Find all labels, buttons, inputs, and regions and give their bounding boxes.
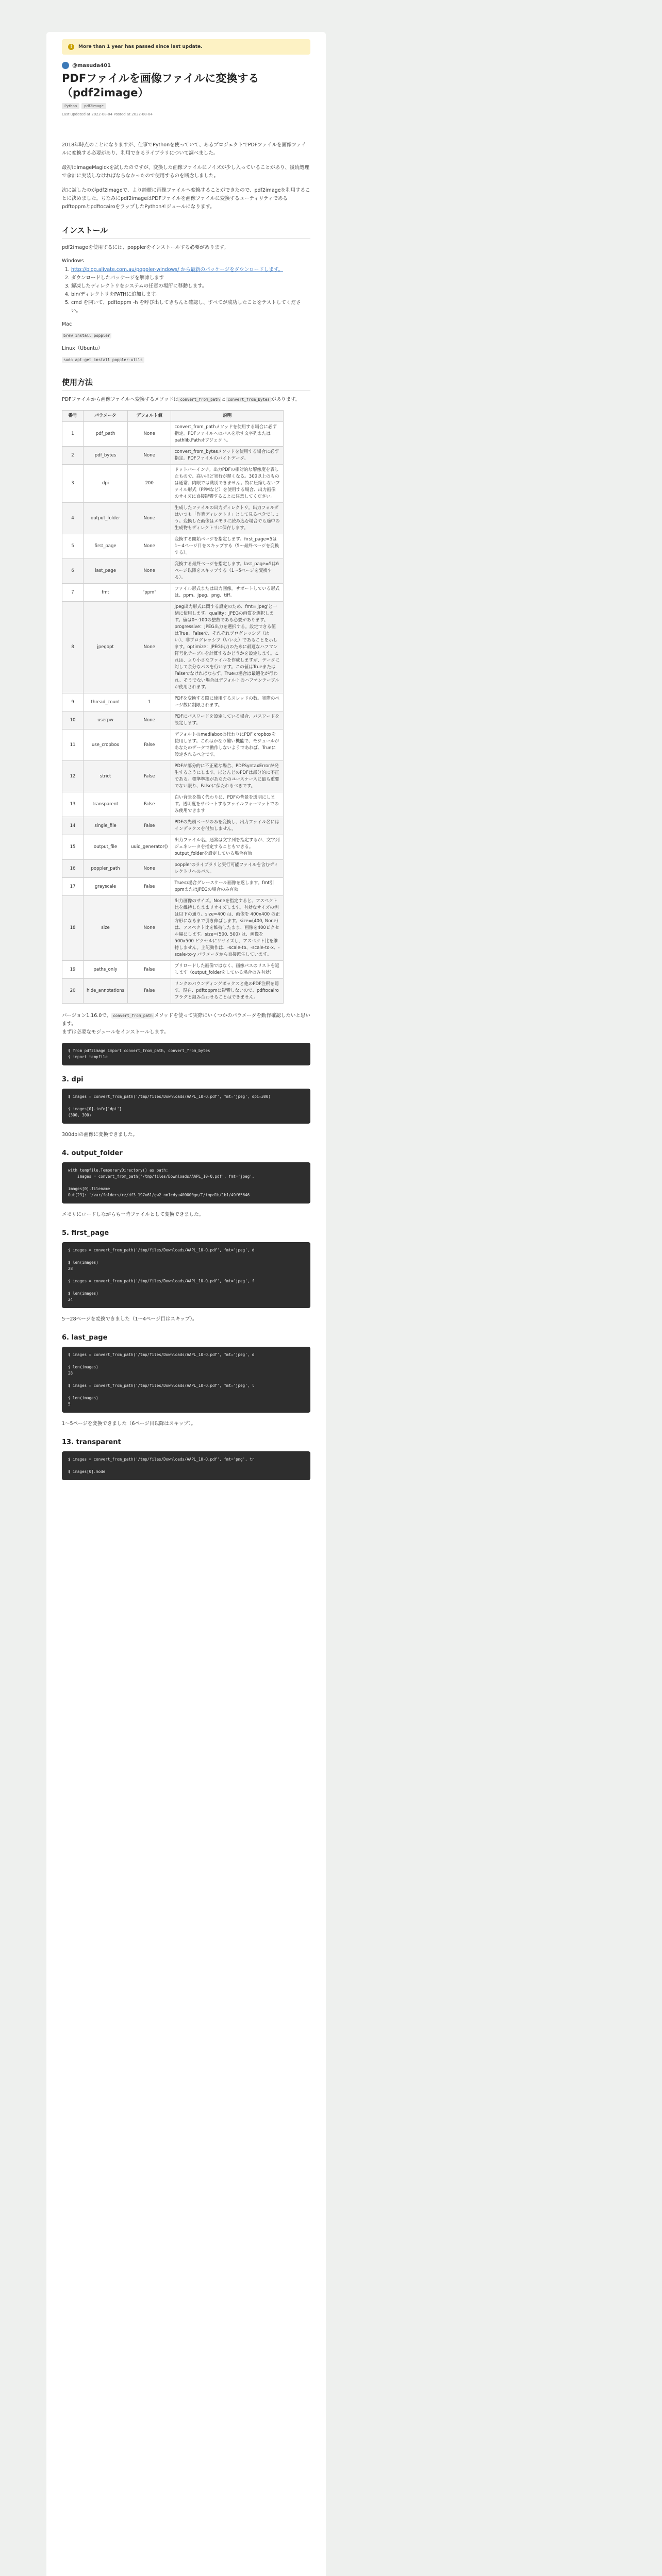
cell-number: 4 <box>62 503 84 534</box>
notice-text: More than 1 year has passed since last update. <box>78 44 203 49</box>
cell-default: False <box>128 761 171 792</box>
cell-number: 15 <box>62 835 84 860</box>
table-row <box>62 559 284 584</box>
cell-description: convert_from_pathメソッドを使用する場合に必ず指定。PDFファイルへのパスを示す文字列または pathlib.Pathオブジェクト。 <box>171 422 284 447</box>
col-default: デフォルト値 <box>128 411 171 422</box>
cell-default: 1 <box>128 693 171 711</box>
parameter-table <box>62 410 284 1004</box>
cell-default: "ppm" <box>128 584 171 602</box>
tag[interactable]: Python <box>62 103 79 109</box>
linux-command: sudo apt-get install poppler-utils <box>62 357 144 363</box>
cell-parameter: first_page <box>84 534 128 559</box>
method-convert-from-path: convert_from_path <box>111 1013 154 1019</box>
cell-number: 14 <box>62 817 84 835</box>
cell-default: None <box>128 559 171 584</box>
table-row <box>62 835 284 860</box>
table-row <box>62 792 284 817</box>
code-block-transparent[interactable]: $ images = convert_from_path('/tmp/files/Downloads/AAPL_10-Q.pdf', fmt='png', tr $ images[0].mode <box>62 1451 310 1480</box>
cell-default: False <box>128 730 171 761</box>
usage-text <box>62 396 310 404</box>
cell-number: 18 <box>62 896 84 961</box>
cell-number: 1 <box>62 422 84 447</box>
section-heading-first-page: 5. first_page <box>62 1229 109 1237</box>
cell-parameter: fmt <box>84 584 128 602</box>
cell-description: popplerのライブラリと実行可能ファイルを含むディレクトリへのパス。 <box>171 860 284 878</box>
intro-paragraph: 次に試したのがpdf2imageで、より綺麗に画像ファイルへ変換することができたので、pdf2imageを利用することに決めました。ちなみにpdf2imageはPDFファイルを画像ファイルに変換するユーティリティであるpdftoppmとpdftocairoをラップしたPythonモジュールになります。 <box>62 188 310 210</box>
output-folder-note: メモリにロードしながらも一時ファイルとして変換できました。 <box>62 1212 204 1217</box>
table-row <box>62 860 284 878</box>
cell-default: None <box>128 602 171 693</box>
section-heading-dpi: 3. dpi <box>62 1076 84 1083</box>
cell-parameter: last_page <box>84 559 128 584</box>
cell-number: 7 <box>62 584 84 602</box>
cell-number: 19 <box>62 961 84 979</box>
cell-parameter: pdf_path <box>84 422 128 447</box>
install-step: 3. 解凍したディレクトリをシステムの任意の場所に移動します。 <box>71 282 310 291</box>
table-row <box>62 602 284 693</box>
usage-after-text-a: バージョン1.16.0で、 <box>62 1013 112 1019</box>
cell-number: 16 <box>62 860 84 878</box>
cell-parameter: dpi <box>84 465 128 503</box>
cell-default: 200 <box>128 465 171 503</box>
cell-parameter: jpegopt <box>84 602 128 693</box>
section-heading-install: インストール <box>62 225 310 239</box>
method-convert-from-path: convert_from_path <box>178 397 221 402</box>
cell-number: 2 <box>62 447 84 465</box>
author-name[interactable]: @masuda401 <box>72 62 111 69</box>
install-step: 2. ダウンロードしたパッケージを解凍します <box>71 274 310 282</box>
table-row <box>62 817 284 835</box>
install-step <box>71 266 310 274</box>
code-block-import[interactable]: $ from pdf2image import convert_from_path, convert_from_bytes $ import tempfile <box>62 1043 310 1065</box>
table-row <box>62 584 284 602</box>
cell-description: 変換する最終ページを指定します。last_page=5は6ページ以降をスキップする（1〜5ページを変換する）。 <box>171 559 284 584</box>
cell-default: None <box>128 711 171 730</box>
table-row <box>62 465 284 503</box>
post-dates: Last updated at 2022-08-04 Posted at 2022-08-04 <box>62 112 153 116</box>
install-step: 4. bin/ディレクトリをPATHに追加します。 <box>71 291 310 299</box>
table-row <box>62 761 284 792</box>
cell-parameter: hide_annotations <box>84 979 128 1004</box>
col-description: 説明 <box>171 411 284 422</box>
author[interactable] <box>62 62 310 69</box>
cell-number: 17 <box>62 878 84 896</box>
usage-after-paragraph <box>62 1012 310 1037</box>
cell-description: ファイル形式または出力画像。サポートしている形式は、ppm、jpeg、png、tiff。 <box>171 584 284 602</box>
cell-description: PDFにパスワードを設定している場合、パスワードを設定します。 <box>171 711 284 730</box>
cell-number: 9 <box>62 693 84 711</box>
code-block-dpi[interactable]: $ images = convert_from_path('/tmp/files/Downloads/AAPL_10-Q.pdf', fmt='jpeg', dpi=300) $ images[0].info['dpi'] (300, 300) <box>62 1089 310 1124</box>
mac-command: brew install poppler <box>62 333 111 338</box>
col-parameter: パラメータ <box>84 411 128 422</box>
cell-description: convert_from_bytesメソッドを使用する場合に必ず指定。PDFファイルのバイトデータ。 <box>171 447 284 465</box>
cell-number: 12 <box>62 761 84 792</box>
os-linux: Linux（Ubuntu） <box>62 346 103 351</box>
os-windows: Windows <box>62 258 84 264</box>
table-row <box>62 447 284 465</box>
cell-parameter: poppler_path <box>84 860 128 878</box>
section-heading-output-folder: 4. output_folder <box>62 1149 123 1157</box>
cell-description: PDFの先頭ページのみを変換し、出力ファイル名にはインデックスを付加しません。 <box>171 817 284 835</box>
install-steps <box>62 266 310 315</box>
table-body <box>62 422 284 1004</box>
cell-default: uuid_generator() <box>128 835 171 860</box>
intro-paragraph: 2018年時点のことになりますが、仕事でPythonを使っていて、あるプロジェクトでPDFファイルを画像ファイルに変換する必要があり、利用できるライブラリについて調べました。 <box>62 142 306 156</box>
cell-description: PDFを変換する際に使用するスレッドの数。実際のページ数に制限されます。 <box>171 693 284 711</box>
install-step: 5. cmd を開いて、pdftoppm -h を呼び出してきちんと確認し、すべてが成功したことをテストしてください。 <box>71 299 310 315</box>
table-row <box>62 534 284 559</box>
cell-parameter: pdf_bytes <box>84 447 128 465</box>
cell-number: 5 <box>62 534 84 559</box>
cell-description: PDFが部分的に不正確な場合、PDFSyntaxErrorが発生するようにします。ほとんどのPDFは部分的に不正である。標準準拠があなたのユースケースに最も重要でない限り、Falseに保たれるべきです。 <box>171 761 284 792</box>
poppler-download-link[interactable]: http://blog.alivate.com.au/poppler-windows/ から最新のパッケージをダウンロードします。 <box>71 267 283 273</box>
usage-text-a: PDFファイルから画像ファイルへ変換するメソッドは <box>62 397 179 402</box>
cell-parameter: thread_count <box>84 693 128 711</box>
cell-number: 8 <box>62 602 84 693</box>
os-mac: Mac <box>62 321 72 327</box>
method-convert-from-bytes: convert_from_bytes <box>226 397 271 402</box>
cell-number: 11 <box>62 730 84 761</box>
first-page-note: 5〜28ページを変換できました（1〜4ページ目はスキップ）。 <box>62 1316 197 1322</box>
cell-parameter: grayscale <box>84 878 128 896</box>
cell-description: ドットパーインチ。出力PDFの相対的な解像度を表したもので、高いほど実行が遅くなる。300以上のものは通常、肉眼では識別できません。特に圧縮しないファイル形式（PPMなど）を使用する場合、出力画像のサイズに直接影響することに注意してください。 <box>171 465 284 503</box>
section-heading-last-page: 6. last_page <box>62 1334 108 1342</box>
col-number: 番号 <box>62 411 84 422</box>
article-title: PDFファイルを画像ファイルに変換する（pdf2image） <box>62 72 259 99</box>
cell-default: False <box>128 792 171 817</box>
cell-default: None <box>128 447 171 465</box>
cell-default: None <box>128 503 171 534</box>
tag[interactable]: pdf2image <box>81 103 106 109</box>
intro-paragraph: 最初はImageMagickを試したのですが、変換した画像ファイルにノイズが少し入っていることがあり、後続処理で余計に実装しなければならなかったので使用するのを断念しました。 <box>62 165 310 179</box>
usage-after-text-2: まずは必要なモジュールをインストールします。 <box>62 1029 169 1035</box>
section-heading-usage: 使用方法 <box>62 377 310 391</box>
cell-description: Trueの場合グレースケール画像を返します。fmt引ppmまたはJPEGの場合のみ有効 <box>171 878 284 896</box>
cell-description: ブリロードした画像ではなく、画像パスのリストを返します（output_folderをしている場合のみ有効） <box>171 961 284 979</box>
cell-description: 出力ファイル名。通常は文字列を指定するが、文字列ジェネレータを指定することもできる。output_folderを設定している場合有効 <box>171 835 284 860</box>
cell-default: None <box>128 860 171 878</box>
cell-parameter: use_cropbox <box>84 730 128 761</box>
cell-description: デフォルトのmediaboxの代わりにPDF cropboxを使用します。これはかなり難い機能で、モジュールがあなたのデータで動作しないようであれば、Trueに設定されるべきです。 <box>171 730 284 761</box>
cell-description: 出力画像のサイズ。Noneを指定すると、アスペクト比を維持したままリサイズします。有効なサイズの例は以下の通り。size=400 は、画像を 400x400 の正方形になるまで引き伸ばします。size=(400, None) は、アスペクト比を維持したまま、画像を400ピクセル幅にします。size=(500, 500) は、画像を500x500 ピクセルにリサイズし、アスペクト比を維持しません。上記動作は、-scale-to、-scale-to-x、-scale-to-y パラメータから直接派生しています。 <box>171 896 284 961</box>
usage-after-text-b: メソッドを使って実際にいくつかのパラメータを動作確認したいと思います。 <box>62 1013 310 1027</box>
cell-description: 生成したファイルの出力ディレクトリ。出力フォルダはいつも「作業ディレクトリ」として見るべきでしょう。変換した画像はメモリに読み込む場合でも途中の生成物もディレクトリに保存します。 <box>171 503 284 534</box>
cell-description: 変換する開始ページを指定します。first_page=5は1〜4ページ目をスキップする（5〜最終ページを変換する）。 <box>171 534 284 559</box>
table-row <box>62 503 284 534</box>
cell-parameter: output_folder <box>84 503 128 534</box>
cell-default: False <box>128 961 171 979</box>
cell-number: 10 <box>62 711 84 730</box>
cell-default: False <box>128 979 171 1004</box>
cell-number: 6 <box>62 559 84 584</box>
tag-list <box>62 103 310 109</box>
install-text: pdf2imageを使用するには、popplerをインストールする必要があります。 <box>62 245 229 250</box>
cell-parameter: userpw <box>84 711 128 730</box>
cell-description: リンクのバウンディングボックスと他のPDF注釈を隠す。現在、pdftoppmに影響しないので、pdftocairoフラグと組み合わせることはできません。 <box>171 979 284 1004</box>
table-row <box>62 961 284 979</box>
cell-number: 13 <box>62 792 84 817</box>
article-card <box>46 32 326 2576</box>
cell-parameter: transparent <box>84 792 128 817</box>
usage-text-b: と <box>221 397 226 402</box>
cell-default: None <box>128 534 171 559</box>
cell-number: 20 <box>62 979 84 1004</box>
outdated-notice <box>62 39 310 55</box>
table-row <box>62 730 284 761</box>
table-row <box>62 422 284 447</box>
dpi-note: 300dpiの画像に変換できました。 <box>62 1132 138 1138</box>
code-block-first-page[interactable]: $ images = convert_from_path('/tmp/files/Downloads/AAPL_10-Q.pdf', fmt='jpeg', d $ len(images) 28 $ images = convert_from_path('/tmp/files/Downloads/AAPL_10-Q.pdf', fmt='jpeg', f $ len(images) 24 <box>62 1242 310 1308</box>
table-row <box>62 979 284 1004</box>
table-header-row <box>62 411 284 422</box>
cell-default: None <box>128 896 171 961</box>
cell-parameter: size <box>84 896 128 961</box>
table-row <box>62 878 284 896</box>
cell-description: 白い背景を描く代わりに、PDFの背景を透明にします。透明度をサポートするファイルフォーマットでのみ使用できます <box>171 792 284 817</box>
cell-parameter: output_file <box>84 835 128 860</box>
last-page-note: 1〜5ページを変換できました（6ページ目以降はスキップ）。 <box>62 1421 196 1427</box>
usage-text-c: があります。 <box>271 397 301 402</box>
cell-parameter: strict <box>84 761 128 792</box>
cell-description: jpeg出力形式に関する設定のため、fmt='jpeg'と一緒に使用します。quality：JPEGの画質を選択します。値は0〜100の整数である必要があります。progressive：JPEG出力を選択する。設定できる値はTrue、Falseで、それぞれプログレッシブ（はい）、非プログレッシブ（いいえ）であることを示します。optimize：JPEG出力のために最適なハフマン符号化テーブルを計算するかどうかを設定します。これは、より小さなファイルを作成しますが、データに対して余分なパスを行います。この値はTrueまたはFalseでなければならず、Trueの場合は最適化が行われ、そうでない場合はデフォルトのハフマンテーブルが使用されます。 <box>171 602 284 693</box>
code-block-last-page[interactable]: $ images = convert_from_path('/tmp/files/Downloads/AAPL_10-Q.pdf', fmt='jpeg', d $ len(images) 28 $ images = convert_from_path('/tmp/files/Downloads/AAPL_10-Q.pdf', fmt='jpeg', l $ len(images) 5 <box>62 1347 310 1413</box>
cell-parameter: single_file <box>84 817 128 835</box>
cell-default: False <box>128 878 171 896</box>
table-row <box>62 896 284 961</box>
cell-parameter: paths_only <box>84 961 128 979</box>
cell-default: False <box>128 817 171 835</box>
cell-default: None <box>128 422 171 447</box>
section-heading-transparent: 13. transparent <box>62 1438 121 1446</box>
table-row <box>62 693 284 711</box>
table-row <box>62 711 284 730</box>
alert-icon: ! <box>68 44 74 50</box>
code-block-output-folder[interactable]: with tempfile.TemporaryDirectory() as path: images = convert_from_path('/tmp/files/Downloads/AAPL_10-Q.pdf', fmt='jpeg', images[0].filename Out[23]: '/var/folders/rz/df3_197x61/gw2_nm1cdyu400000gn/T/tmpd1b/1b1/49f65646 <box>62 1162 310 1204</box>
cell-number: 3 <box>62 465 84 503</box>
avatar[interactable] <box>62 62 69 69</box>
